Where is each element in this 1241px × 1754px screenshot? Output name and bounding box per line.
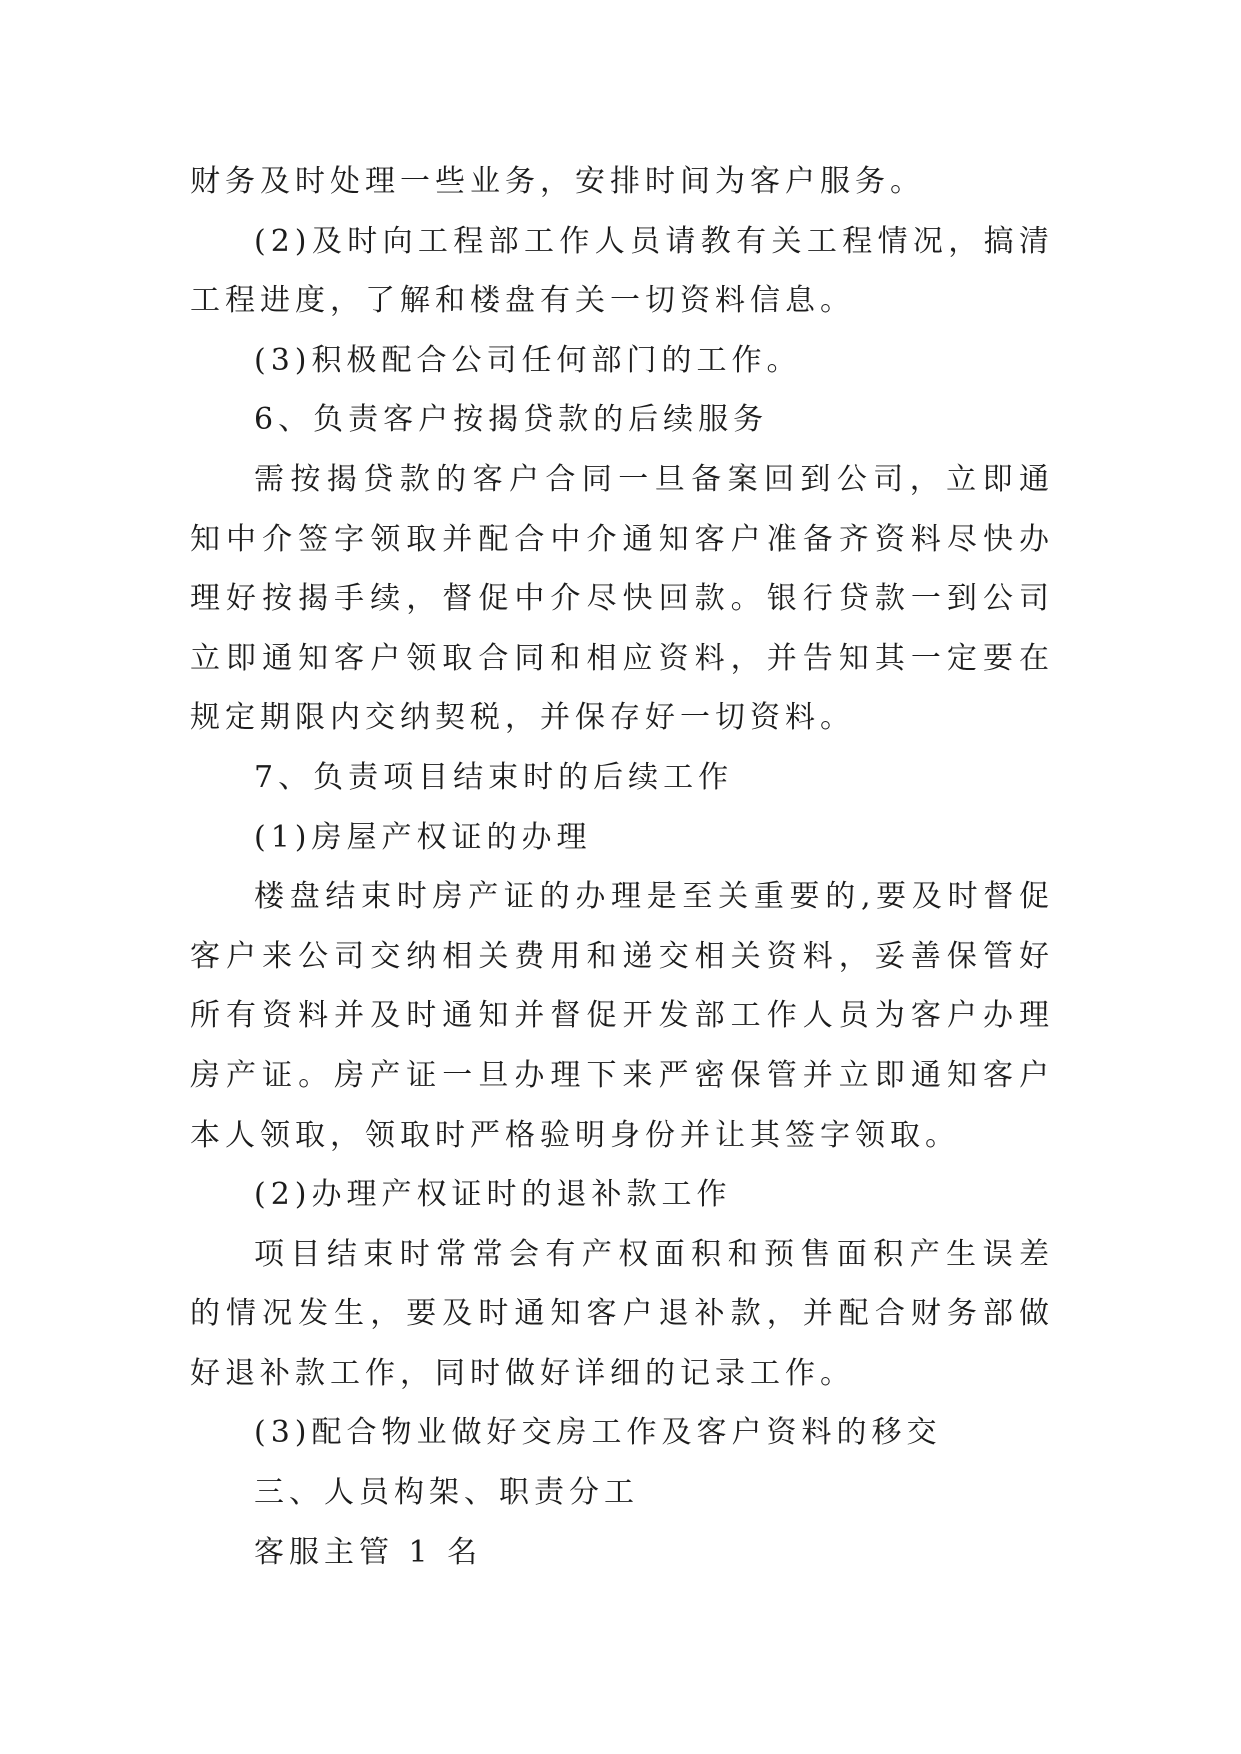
document-body	[190, 152, 1054, 1582]
subheading-3: (3)配合物业做好交房工作及客户资料的移交	[254, 1415, 942, 1451]
paragraph-5: 需按揭贷款的客户合同一旦备案回到公司，立即通知中介签字领取并配合中介通知客户准备齐资料尽快办理好按揭手续，督促中介尽快回款。银行贷款一到公司立即通知客户领取合同和相应资料，并告知其一定要在规定期限内交纳契税，并保存好一切资料。	[190, 461, 1054, 736]
subheading-2: (2)办理产权证时的退补款工作	[254, 1177, 732, 1213]
section-heading-7: 7、负责项目结束时的后续工作	[254, 759, 734, 795]
subheading-1: (1)房屋产权证的办理	[254, 819, 592, 855]
paragraph-3: (3)积极配合公司任何部门的工作。	[254, 342, 802, 378]
section-heading-3: 三、人员构架、职责分工	[254, 1475, 639, 1511]
section-heading-6: 6、负责客户按揭贷款的后续服务	[254, 402, 769, 438]
paragraph-13: 客服主管 1 名	[254, 1534, 483, 1570]
paragraph-1: 财务及时处理一些业务，安排时间为客户服务。	[190, 164, 925, 199]
paragraph-8: 楼盘结束时房产证的办理是至关重要的,要及时督促客户来公司交纳相关费用和递交相关资料，妥善保管好所有资料并及时通知并督促开发部工作人员为客户办理房产证。房产证一旦办理下来严密保管并立即通知客户本人领取，领取时严格验明身份并让其签字领取。	[190, 879, 1054, 1153]
paragraph-10: 项目结束时常常会有产权面积和预售面积产生误差的情况发生，要及时通知客户退补款，并配合财务部做好退补款工作，同时做好详细的记录工作。	[190, 1236, 1054, 1391]
paragraph-2: (2)及时向工程部工作人员请教有关工程情况，搞清工程进度，了解和楼盘有关一切资料信息。	[190, 223, 1054, 319]
